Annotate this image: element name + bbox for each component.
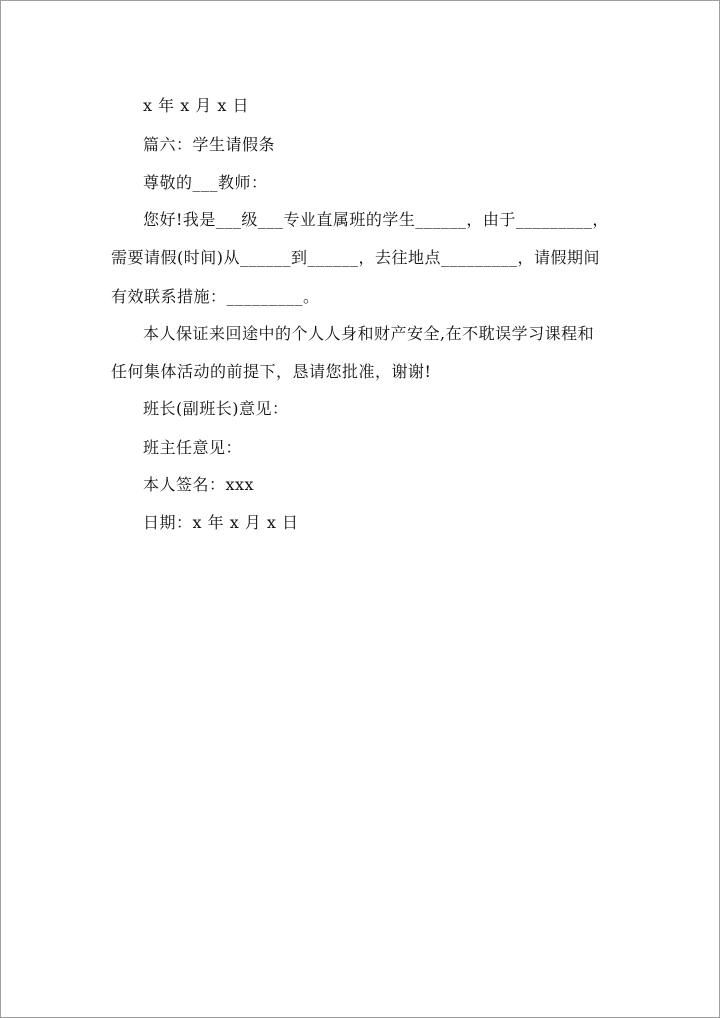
body-paragraph-1-line-2: 需要请假(时间)从______到______，去往地点_________，请假期间	[111, 248, 600, 267]
body-paragraph-2-line-1: 本人保证来回途中的个人人身和财产安全,在不耽误学习课程和	[143, 324, 595, 343]
salutation: 尊敬的___教师：	[143, 173, 268, 192]
signature-line: 本人签名：xxx	[143, 475, 255, 494]
body-paragraph-2-line-2: 任何集体活动的前提下，恳请您批准，谢谢!	[111, 362, 432, 381]
teacher-opinion: 班主任意见：	[143, 438, 243, 457]
monitor-opinion: 班长(副班长)意见：	[143, 399, 289, 418]
section-title: 篇六：学生请假条	[143, 135, 276, 154]
body-paragraph-1-line-3: 有效联系措施：_________。	[111, 287, 320, 306]
body-paragraph-1-line-1: 您好!我是___级___专业直属班的学生______，由于_________，	[143, 210, 609, 229]
date-signed-line: 日期：x 年 x 月 x 日	[143, 513, 299, 532]
date-line: x 年 x 月 x 日	[143, 96, 250, 115]
